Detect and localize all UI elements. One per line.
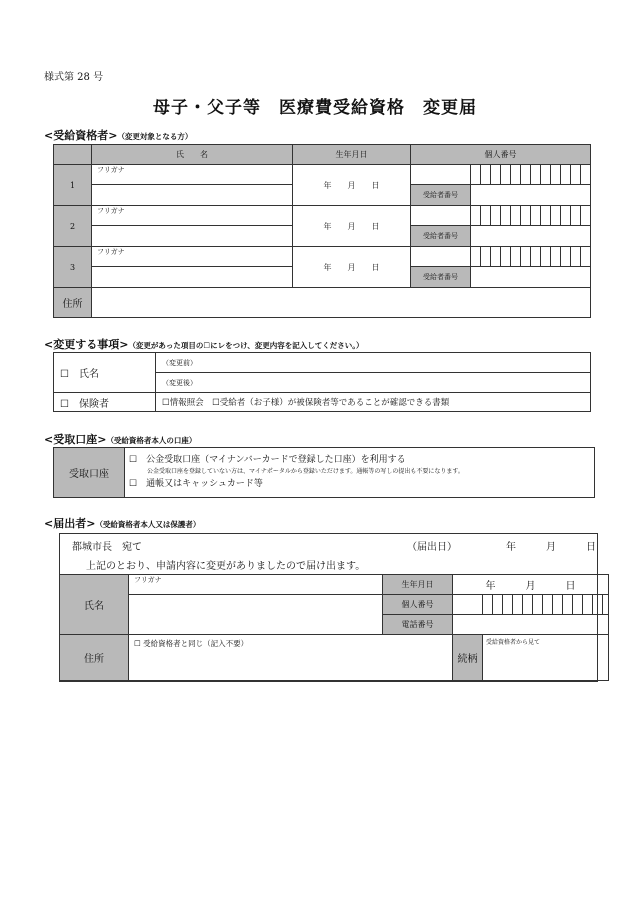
account-table [53, 447, 595, 498]
public-account-note: 公金受取口座を登録していない方は、マイナポータルから登録いただけます。通帳等の写しの提出も不要になります。 [147, 468, 464, 475]
name-field[interactable] [92, 185, 293, 206]
public-account-option[interactable]: ☐ 公金受取口座（マイナンバーカードで登録した口座）を利用する [129, 455, 406, 465]
recipient-number-field[interactable] [471, 185, 591, 206]
addressee: 都城市長 宛て [72, 542, 142, 553]
name-change-checkbox[interactable]: ☐ 氏名 [54, 353, 156, 393]
birth-date-field[interactable]: 年 月 日 [293, 206, 411, 247]
applicant-name-label: 氏名 [60, 575, 129, 635]
row-number: 2 [54, 206, 92, 247]
col-name-header: 氏 名 [92, 145, 293, 165]
applicant-phone-label: 電話番号 [383, 615, 453, 635]
recipient-number-label: 受給者番号 [411, 226, 471, 247]
col-mynumber-header: 個人番号 [411, 145, 591, 165]
filing-date-label: （届出日） [407, 542, 457, 553]
applicant-heading: <届出者>（受給資格者本人又は保護者） [44, 517, 201, 530]
changes-heading: <変更する事項>（変更があった項目の☐にレをつけ、変更内容を記入してください。） [44, 338, 364, 351]
applicant-mynumber-label: 個人番号 [383, 595, 453, 615]
same-as-recipient-checkbox[interactable]: ☐ 受給資格者と同じ（記入不要） [129, 635, 453, 681]
birth-date-field[interactable]: 年 月 日 [293, 247, 411, 288]
name-after-field[interactable]: （変更後） [156, 373, 591, 393]
address-field[interactable] [92, 288, 591, 318]
recipient-number-field[interactable] [471, 226, 591, 247]
name-field[interactable] [92, 267, 293, 288]
name-before-field[interactable]: （変更前） [156, 353, 591, 373]
form-number: 様式第 28 号 [44, 72, 104, 83]
row-number: 3 [54, 247, 92, 288]
birth-date-field[interactable]: 年 月 日 [293, 165, 411, 206]
passbook-option[interactable]: ☐ 通帳又はキャッシュカード等 [129, 479, 263, 489]
applicant-address-label: 住所 [60, 635, 129, 681]
applicant-furigana-field[interactable]: フリガナ [129, 575, 383, 595]
col-birth-header: 生年月日 [293, 145, 411, 165]
applicant-birth-label: 生年月日 [383, 575, 453, 595]
applicant-birth-field[interactable]: 年 月 日 [453, 575, 609, 595]
furigana-field[interactable]: フリガナ [92, 206, 293, 226]
recipients-table [53, 144, 591, 318]
recipients-heading: <受給資格者>（変更対象となる方） [44, 129, 193, 142]
relation-field[interactable]: 受給資格者から見て [483, 635, 609, 681]
account-label: 受取口座 [54, 448, 125, 498]
applicant-table [59, 574, 609, 681]
relation-label: 続柄 [453, 635, 483, 681]
recipient-number-field[interactable] [471, 267, 591, 288]
page-title: 母子・父子等 医療費受給資格 変更届 [153, 98, 477, 118]
statement: 上記のとおり、申請内容に変更がありましたので届け出ます。 [86, 561, 366, 572]
changes-table [53, 352, 591, 412]
applicant-phone-field[interactable] [453, 615, 609, 635]
insurer-change-checkbox[interactable]: ☐ 保険者 [54, 393, 156, 412]
filing-date-field[interactable]: 年 月 日 [506, 542, 596, 553]
applicant-name-field[interactable] [129, 595, 383, 635]
insurer-detail-options[interactable]: ☐情報照会 ☐受給者（お子様）が被保険者等であることが確認できる書類 [156, 393, 591, 412]
account-heading: <受取口座>（受給資格者本人の口座） [44, 433, 197, 446]
recipient-number-label: 受給者番号 [411, 185, 471, 206]
furigana-field[interactable]: フリガナ [92, 247, 293, 267]
row-number: 1 [54, 165, 92, 206]
name-field[interactable] [92, 226, 293, 247]
address-label: 住所 [54, 288, 92, 318]
furigana-field[interactable]: フリガナ [92, 165, 293, 185]
recipient-number-label: 受給者番号 [411, 267, 471, 288]
